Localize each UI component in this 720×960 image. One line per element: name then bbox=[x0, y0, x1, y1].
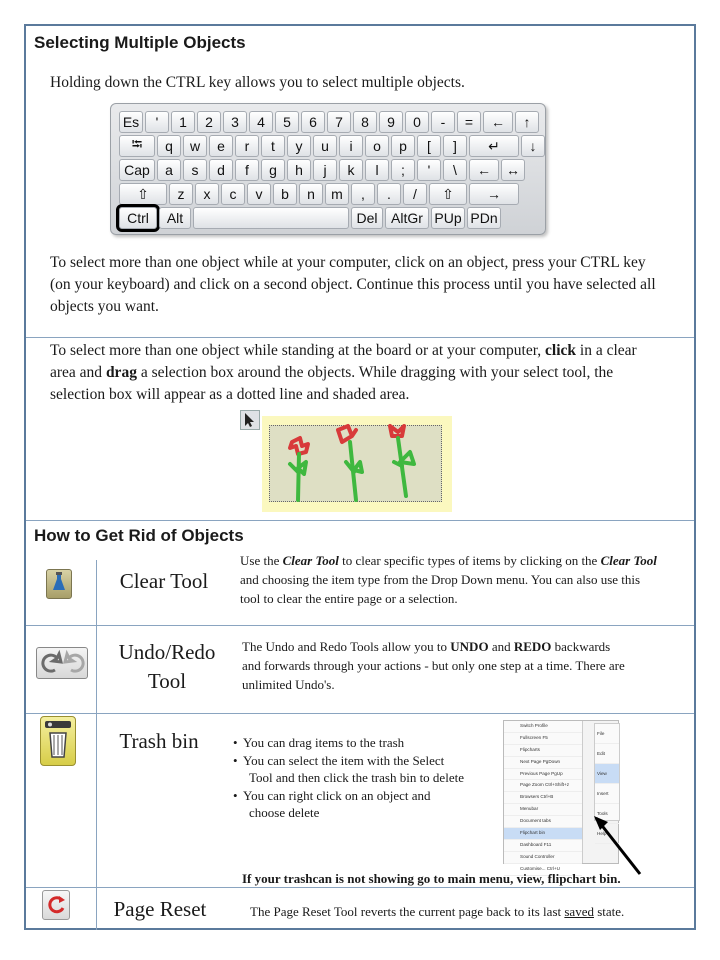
keyboard-key: ← bbox=[483, 111, 513, 133]
keyboard-key: d bbox=[209, 159, 233, 181]
select-cursor-icon bbox=[240, 410, 260, 430]
clear-tool-icon bbox=[46, 569, 72, 599]
text-span: and bbox=[488, 639, 514, 654]
keyboard-key: Ctrl bbox=[119, 207, 157, 229]
keyboard-key: ' bbox=[145, 111, 169, 133]
keyboard-key: ⭾ bbox=[119, 135, 155, 157]
list-item bbox=[233, 734, 464, 752]
keyboard-key: Cap bbox=[119, 159, 155, 181]
text-span-bold: REDO bbox=[513, 639, 552, 654]
keyboard-key: x bbox=[195, 183, 219, 205]
keyboard-key: PUp bbox=[431, 207, 465, 229]
keyboard-key: → bbox=[469, 183, 519, 205]
menu-item: Help bbox=[595, 824, 619, 844]
keyboard-key: 4 bbox=[249, 111, 273, 133]
keyboard-key: 9 bbox=[379, 111, 403, 133]
text-span: in a clear area and bbox=[50, 342, 637, 381]
keyboard-image bbox=[110, 103, 546, 235]
menu-item: Page Zoom Ctrl+Shift+z bbox=[504, 780, 582, 792]
keyboard-key: - bbox=[431, 111, 455, 133]
keyboard-key: k bbox=[339, 159, 363, 181]
clear-tool-description bbox=[240, 551, 660, 608]
keyboard-key: 2 bbox=[197, 111, 221, 133]
divider bbox=[26, 625, 694, 626]
keyboard-key: l bbox=[365, 159, 389, 181]
divider bbox=[26, 713, 694, 714]
keyboard-key: c bbox=[221, 183, 245, 205]
section-heading-get-rid: How to Get Rid of Objects bbox=[34, 526, 244, 545]
keyboard-key: ↔ bbox=[501, 159, 525, 181]
menu-item: Dashboard F11 bbox=[504, 840, 582, 852]
text-span-underline: saved bbox=[564, 904, 594, 919]
main-menu-list bbox=[594, 723, 620, 836]
drag-select-paragraph bbox=[50, 340, 662, 406]
keyboard-key: ↵ bbox=[469, 135, 519, 157]
divider bbox=[26, 520, 694, 521]
trash-bin-icon bbox=[40, 716, 76, 766]
keyboard-key: ' bbox=[417, 159, 441, 181]
undo-redo-description bbox=[242, 637, 632, 694]
menu-item: Flipcharts bbox=[504, 745, 582, 757]
intro-text: Holding down the CTRL key allows you to select multiple objects. bbox=[50, 74, 465, 91]
keyboard-key: z bbox=[169, 183, 193, 205]
menu-item: Fullscreen F5 bbox=[504, 733, 582, 745]
keyboard-key: . bbox=[377, 183, 401, 205]
bullet-text: You can right click on an object and bbox=[243, 787, 431, 803]
keyboard-key: o bbox=[365, 135, 389, 157]
keyboard-key: r bbox=[235, 135, 259, 157]
keyboard-key: t bbox=[261, 135, 285, 157]
text-span: state. bbox=[593, 904, 625, 919]
keyboard-key: ⇧ bbox=[119, 183, 167, 205]
keyboard-key: m bbox=[325, 183, 349, 205]
keyboard-key-space bbox=[193, 207, 349, 229]
keyboard-key: i bbox=[339, 135, 363, 157]
keyboard-key: ↑ bbox=[515, 111, 539, 133]
keyboard-key: n bbox=[299, 183, 323, 205]
text-span-bold: UNDO bbox=[450, 639, 489, 654]
menu-item: Flipchart bin bbox=[504, 828, 582, 840]
keyboard-key: f bbox=[235, 159, 259, 181]
menu-item: Switch Profile bbox=[504, 721, 582, 733]
menu-item: Insert bbox=[595, 784, 619, 804]
text-span: To select more than one object while standing at the board or at your computer, bbox=[50, 342, 546, 359]
bullet-text: Tool and then click the trash bin to delete bbox=[249, 770, 464, 785]
bullet-text: choose delete bbox=[249, 805, 320, 820]
keyboard-key: / bbox=[403, 183, 427, 205]
list-item bbox=[233, 787, 464, 822]
keyboard-key: 8 bbox=[353, 111, 377, 133]
clear-tool-title: Clear Tool bbox=[119, 569, 209, 593]
keyboard-key: Alt bbox=[159, 207, 191, 229]
keyboard-key: q bbox=[157, 135, 181, 157]
undo-redo-title bbox=[104, 638, 230, 696]
text-span: and choosing the item type from the Drop Down menu. You can also use this tool to clear the entire page or a selection. bbox=[240, 572, 641, 606]
keyboard-key: 7 bbox=[327, 111, 351, 133]
text-span: to clear specific types of items by clicking on the bbox=[338, 553, 601, 568]
text-span: a selection box around the objects. While dragging with your select tool, the selection box will appear as a dotted line and shaded area. bbox=[50, 364, 614, 403]
menu-item: Sound Controller bbox=[504, 852, 582, 864]
keyboard-key: ] bbox=[443, 135, 467, 157]
undo-redo-icon bbox=[36, 647, 88, 679]
keyboard-key: ; bbox=[391, 159, 415, 181]
menu-item: View bbox=[595, 764, 619, 784]
keyboard-key: s bbox=[183, 159, 207, 181]
keyboard-key: Del bbox=[351, 207, 383, 229]
keyboard-key: v bbox=[247, 183, 271, 205]
text-span-bold: drag bbox=[105, 364, 137, 381]
text-span-bold: click bbox=[545, 342, 577, 359]
ctrl-select-paragraph: To select more than one object while at your computer, click on an object, press your CTRL key (on your keyboard) and click on a second object. Continue this process until you have selected all objects you want. bbox=[50, 254, 656, 315]
keyboard-key: ↓ bbox=[521, 135, 545, 157]
keyboard-key: = bbox=[457, 111, 481, 133]
keyboard-key: h bbox=[287, 159, 311, 181]
menu-item: Menubar bbox=[504, 804, 582, 816]
keyboard-key: ⇧ bbox=[429, 183, 467, 205]
menu-item: Document tabs bbox=[504, 816, 582, 828]
keyboard-key: PDn bbox=[467, 207, 501, 229]
keyboard-key: 1 bbox=[171, 111, 195, 133]
page-reset-description bbox=[250, 902, 624, 921]
bullet-text: You can drag items to the trash bbox=[243, 735, 405, 750]
keyboard-key: b bbox=[273, 183, 297, 205]
keyboard-key: e bbox=[209, 135, 233, 157]
page-reset-title: Page Reset bbox=[113, 897, 207, 921]
bullet-text: You can select the item with the Select bbox=[243, 752, 445, 768]
keyboard-key: a bbox=[157, 159, 181, 181]
keyboard-key: 5 bbox=[275, 111, 299, 133]
keyboard-key: \ bbox=[443, 159, 467, 181]
menu-item: File bbox=[595, 724, 619, 744]
trash-bin-bullets bbox=[233, 734, 464, 822]
list-item bbox=[233, 752, 464, 787]
text-span: Use the bbox=[240, 553, 283, 568]
keyboard-key: 0 bbox=[405, 111, 429, 133]
text-span: The Undo and Redo Tools allow you to bbox=[242, 639, 451, 654]
menu-item: Customise... Ctrl+U bbox=[504, 864, 582, 876]
menu-item: Previous Page PgUp bbox=[504, 769, 582, 781]
keyboard-key: 3 bbox=[223, 111, 247, 133]
keyboard-key: [ bbox=[417, 135, 441, 157]
trash-bin-title: Trash bin bbox=[119, 729, 199, 753]
menu-item: Browsers Ctrl+B bbox=[504, 792, 582, 804]
menu-item: Edit bbox=[595, 744, 619, 764]
view-menu-list bbox=[504, 721, 583, 871]
section-heading-selecting: Selecting Multiple Objects bbox=[34, 33, 246, 52]
trash-bin-note: If your trashcan is not showing go to main menu, view, flipchart bin. bbox=[242, 871, 621, 886]
divider bbox=[26, 337, 694, 338]
title-line: Undo/Redo bbox=[118, 640, 216, 664]
keyboard-key: p bbox=[391, 135, 415, 157]
keyboard-key: Es bbox=[119, 111, 143, 133]
menu-item: Next Page PgDown bbox=[504, 757, 582, 769]
keyboard-key: , bbox=[351, 183, 375, 205]
keyboard-key: j bbox=[313, 159, 337, 181]
text-span: backwards and forwards through your actions - but only one step at a time. There are unlimited Undo's. bbox=[242, 639, 625, 692]
keyboard-key: u bbox=[313, 135, 337, 157]
selection-demo-image bbox=[262, 416, 452, 512]
keyboard-key: ← bbox=[469, 159, 499, 181]
keyboard-key: g bbox=[261, 159, 285, 181]
flower-drawings bbox=[262, 416, 452, 512]
text-span-bold: Clear Tool bbox=[600, 553, 657, 568]
column-divider bbox=[96, 560, 97, 930]
page-reset-icon bbox=[42, 890, 70, 920]
title-line: Tool bbox=[147, 669, 187, 693]
keyboard-key: 6 bbox=[301, 111, 325, 133]
keyboard-key: AltGr bbox=[385, 207, 429, 229]
menu-item: Tools bbox=[595, 804, 619, 824]
text-span: The Page Reset Tool reverts the current page back to its last bbox=[250, 904, 565, 919]
text-span-bold: Clear Tool bbox=[282, 553, 339, 568]
keyboard-key: w bbox=[183, 135, 207, 157]
keyboard-key: y bbox=[287, 135, 311, 157]
